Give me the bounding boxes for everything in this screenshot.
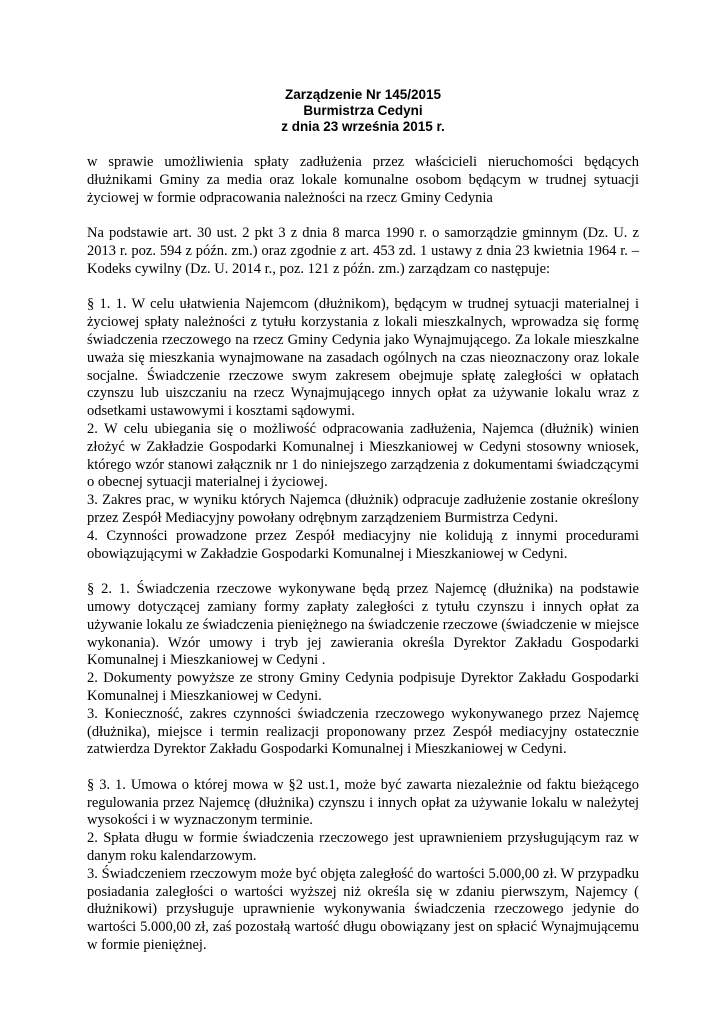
decree-number: Zarządzenie Nr 145/2015 xyxy=(284,87,442,102)
section-3 xyxy=(87,777,639,955)
section-2-paragraph-2: 2. Dokumenty powyższe ze strony Gminy Cedynia podpisuje Dyrektor Zakładu Gospodarki Komunalnej i Mieszkaniowej w Cedyni. xyxy=(87,670,639,704)
legal-basis-paragraph: Na podstawie art. 30 ust. 2 pkt 3 z dnia 8 marca 1990 r. o samorządzie gminnym (Dz. U. z 2013 r. poz. 594 z późn. zm.) oraz zgodnie z art. 453 zd. 1 ustawy z dnia 23 kwietnia 1964 r. – Kodeks cywilny (Dz. U. 2014 r., poz. 121 z późn. zm.) zarządzam co następuje: xyxy=(87,225,639,277)
issuer: Burmistrza Cedyni xyxy=(303,103,423,118)
section-3-paragraph-1: § 3. 1. Umowa o której mowa w §2 ust.1, może być zawarta niezależnie od faktu bieżącego regulowania przez Najemcę (dłużnika) czynszu i innych opłat za używanie lokalu w należytej wysokości i w wyznaczonym terminie. xyxy=(87,776,639,829)
section-1-paragraph-2: 2. W celu ubiegania się o możliwość odpracowania zadłużenia, Najemca (dłużnik) winien złożyć w Zakładzie Gospodarki Komunalnej i Mieszkaniowej w Cedyni stosowny wniosek, którego wzór stanowi załącznik nr 1 do niniejszego zarządzenia z dokumentami świadczącymi o obecnej sytuacji materialnej i życiowej. xyxy=(87,420,639,491)
section-2-paragraph-3: 3. Konieczność, zakres czynności świadczenia rzeczowego wykonywanego przez Najemcę (dłużnika), miejsce i termin realizacji proponowany przez Zespół mediacyjny ostatecznie zatwierdza Dyrektor Zakładu Gospodarki Komunalnej i Mieszkaniowej w Cedyni. xyxy=(87,705,639,758)
subject-paragraph: w sprawie umożliwienia spłaty zadłużenia przez właścicieli nieruchomości będących dłużnikami Gminy za media oraz lokale komunalne osobom będącym w trudnej sytuacji życiowej w formie odpracowania należności na rzecz Gminy Cedynia xyxy=(87,154,639,206)
section-2-paragraph-1: § 2. 1. Świadczenia rzeczowe wykonywane będą przez Najemcę (dłużnika) na podstawie umowy dotyczącej zamiany formy zapłaty zaległości z tytułu czynszu i innych opłat za używanie lokalu ze świadczenia pieniężnego na świadczenie rzeczowe (świadczenie w miejsce wykonania). Wzór umowy i tryb jej zawierania określa Dyrektor Zakładu Gospodarki Komunalnej i Mieszkaniowej w Cedyni . xyxy=(87,581,639,669)
section-1-paragraph-1: § 1. 1. W celu ułatwienia Najemcom (dłużnikom), będącym w trudnej sytuacji materialnej i życiowej spłaty należności z tytułu korzystania z lokali mieszkalnych, wprowadza się formę świadczenia rzeczowego na rzecz Gminy Cedynia jako Wynajmującego. Za lokale mieszkalne uważa się mieszkania wynajmowane na zasadach ogólnych na czas nieoznaczony oraz lokale socjalne. Świadczenie rzeczowe swym zakresem obejmuje spłatę zaległości w opłatach czynszu lub uiszczaniu na rzecz Wynajmującego innych opłat za używanie lokalu wraz z odsetkami ustawowymi i kosztami sądowymi. xyxy=(87,296,639,420)
document-body xyxy=(87,154,639,955)
document-page xyxy=(87,87,639,955)
section-1-paragraph-3: 3. Zakres prac, w wyniku których Najemca (dłużnik) odpracuje zadłużenie zostanie określony przez Zespół Mediacyjny powołany odrębnym zarządzeniem Burmistrza Cedyni. xyxy=(87,492,639,526)
section-2 xyxy=(87,581,639,759)
document-header xyxy=(87,87,639,135)
decree-date: z dnia 23 września 2015 r. xyxy=(281,119,445,134)
section-3-paragraph-2: 2. Spłata długu w formie świadczenia rzeczowego jest uprawnieniem przysługującym raz w danym roku kalendarzowym. xyxy=(87,830,639,865)
section-1-paragraph-4: 4. Czynności prowadzone przez Zespół mediacyjny nie kolidują z innymi procedurami obowiązującymi w Zakładzie Gospodarki Komunalnej i Mieszkaniowej w Cedyni. xyxy=(87,527,639,562)
section-3-paragraph-3: 3. Świadczeniem rzeczowym może być objęta zaległość do wartości 5.000,00 zł. W przypadku posiadania zaległości o wartości wyższej niż określa się w zdaniu pierwszym, Najemcy ( dłużnikowi) przysługuje uprawnienie wykonywania świadczenia rzeczowego jedynie do wartości 5.000,00 zł, zaś pozostałą wartość długu obowiązany jest on spłacić Wynajmującemu w formie pieniężnej. xyxy=(87,865,639,954)
section-1 xyxy=(87,296,639,563)
